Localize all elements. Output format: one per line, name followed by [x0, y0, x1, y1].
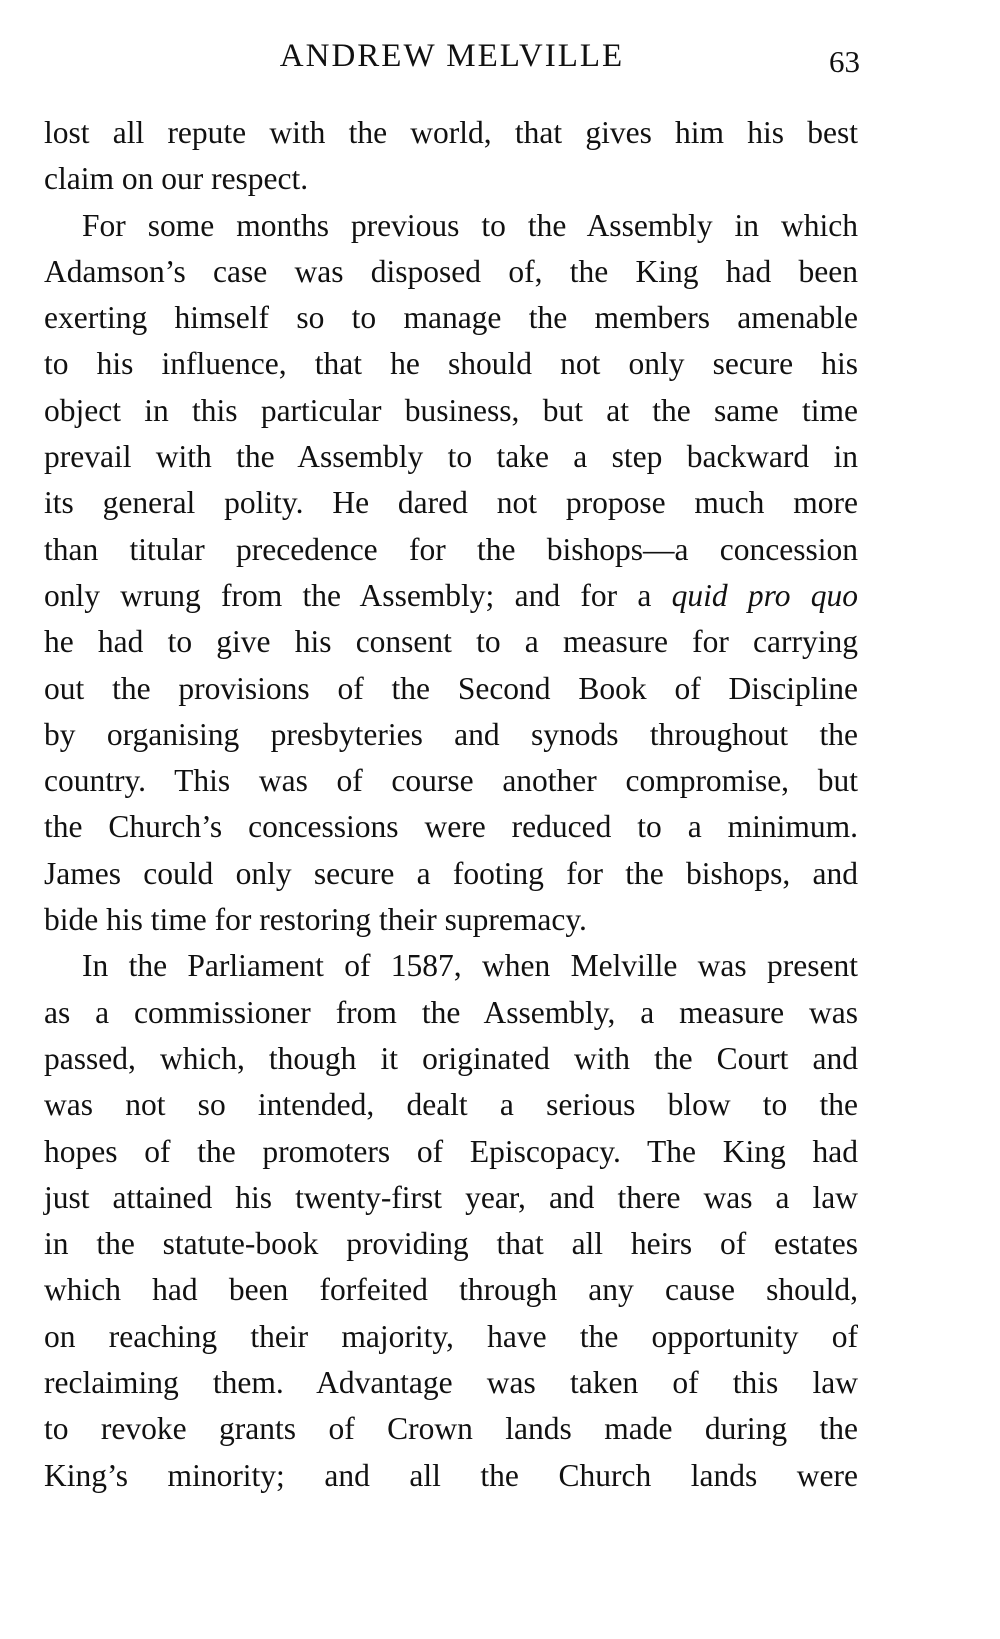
- text-line: just attained his twenty-first year, and there was a law: [44, 1179, 858, 1215]
- text-line: James could only secure a footing for the bishops, and: [44, 855, 858, 891]
- text-line: which had been forfeited through any cause should,: [44, 1272, 858, 1308]
- text-line: the Church’s concessions were reduced to a minimum.: [44, 809, 858, 845]
- text-line: claim on our respect.: [44, 161, 309, 197]
- text-line: exerting himself so to manage the members amenable: [44, 300, 858, 336]
- text-line-roman: only wrung from the Assembly; and for a: [44, 577, 652, 613]
- text-line: passed, which, though it originated with the Court and: [44, 1040, 858, 1076]
- text-line: hopes of the promoters of Episcopacy. The King had: [44, 1133, 858, 1169]
- text-line: in the statute-book providing that all heirs of estates: [44, 1226, 858, 1262]
- text-line: was not so intended, dealt a serious blow to the: [44, 1087, 858, 1123]
- text-line: on reaching their majority, have the opportunity of: [44, 1318, 858, 1354]
- text-line: to his influence, that he should not only secure his: [44, 346, 858, 382]
- italic-phrase: quid pro quo: [671, 577, 858, 613]
- text-line: bide his time for restoring their supremacy.: [44, 902, 587, 938]
- text-line: by organising presbyteries and synods throughout the: [44, 716, 858, 752]
- text-line: reclaiming them. Advantage was taken of this law: [44, 1365, 858, 1401]
- body-text: [44, 110, 858, 1499]
- running-title: ANDREW MELVILLE: [279, 38, 625, 74]
- page-number: 63: [829, 44, 860, 79]
- text-line: as a commissioner from the Assembly, a measure was: [44, 994, 858, 1030]
- text-line: out the provisions of the Second Book of Discipline: [44, 670, 858, 706]
- text-line: country. This was of course another compromise, but: [44, 763, 858, 799]
- text-line: its general polity. He dared not propose much more: [44, 485, 858, 521]
- page-header: [44, 38, 860, 88]
- text-line: to revoke grants of Crown lands made during the: [44, 1411, 858, 1447]
- text-line: King’s minority; and all the Church lands were: [44, 1457, 858, 1493]
- paragraph-first-line: In the Parliament of 1587, when Melville was present: [82, 948, 858, 984]
- text-line: he had to give his consent to a measure for carrying: [44, 624, 858, 660]
- text-line: object in this particular business, but at the same time: [44, 392, 858, 428]
- text-line: lost all repute with the world, that gives him his best: [44, 115, 858, 150]
- text-line: prevail with the Assembly to take a step backward in: [44, 439, 858, 475]
- text-line: than titular precedence for the bishops—a concession: [44, 531, 858, 567]
- paragraph-first-line: For some months previous to the Assembly in which: [82, 207, 858, 243]
- text-line: [44, 573, 858, 619]
- text-line: Adamson’s case was disposed of, the King had been: [44, 253, 858, 289]
